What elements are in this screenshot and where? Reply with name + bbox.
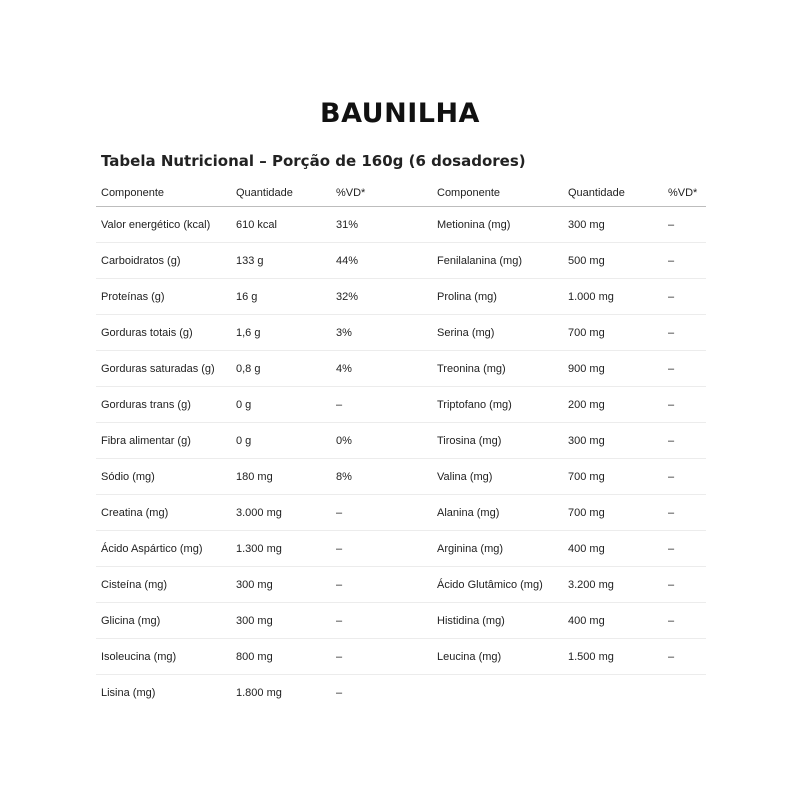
right-quantidade-cell: 700 mg <box>563 495 663 531</box>
right-componente-cell: Leucina (mg) <box>432 639 563 675</box>
right-vd-cell <box>663 675 706 711</box>
table-row <box>96 243 706 279</box>
right-vd-cell: – <box>663 243 706 279</box>
left-quantidade-cell: 1,6 g <box>231 315 331 351</box>
table-row <box>96 351 706 387</box>
left-vd-cell: 0% <box>331 423 432 459</box>
right-vd-cell: – <box>663 279 706 315</box>
nutrition-table-container <box>96 180 706 710</box>
right-quantidade-cell: 1.500 mg <box>563 639 663 675</box>
right-componente-cell: Histidina (mg) <box>432 603 563 639</box>
left-vd-cell: 44% <box>331 243 432 279</box>
right-vd-cell: – <box>663 423 706 459</box>
right-quantidade-cell <box>563 675 663 711</box>
right-quantidade-cell: 500 mg <box>563 243 663 279</box>
right-vd-cell: – <box>663 567 706 603</box>
right-quantidade-cell: 1.000 mg <box>563 279 663 315</box>
right-componente-cell: Arginina (mg) <box>432 531 563 567</box>
header-quantidade-right: Quantidade <box>563 180 663 207</box>
left-vd-cell: – <box>331 531 432 567</box>
left-quantidade-cell: 3.000 mg <box>231 495 331 531</box>
table-row <box>96 279 706 315</box>
table-row <box>96 387 706 423</box>
right-componente-cell: Treonina (mg) <box>432 351 563 387</box>
left-quantidade-cell: 0,8 g <box>231 351 331 387</box>
left-componente-cell: Lisina (mg) <box>101 686 156 699</box>
table-row <box>96 639 706 675</box>
right-componente-cell: Fenilalanina (mg) <box>432 243 563 279</box>
left-vd-cell: 3% <box>331 315 432 351</box>
table-subtitle: Tabela Nutricional – Porção de 160g (6 dosadores) <box>101 152 526 170</box>
right-quantidade-cell: 200 mg <box>563 387 663 423</box>
left-componente-cell: Fibra alimentar (g) <box>96 423 231 459</box>
left-vd-cell: – <box>331 495 432 531</box>
left-componente-cell: Ácido Aspártico (mg) <box>96 531 231 567</box>
left-componente-cell: Creatina (mg) <box>96 495 231 531</box>
left-vd-cell: – <box>331 567 432 603</box>
page-title: BAUNILHA <box>320 98 480 129</box>
right-quantidade-cell: 400 mg <box>563 531 663 567</box>
right-quantidade-cell: 400 mg <box>563 603 663 639</box>
right-vd-cell: – <box>663 459 706 495</box>
right-componente-cell: Metionina (mg) <box>432 207 563 243</box>
right-componente-cell: Alanina (mg) <box>432 495 563 531</box>
left-quantidade-cell: 133 g <box>231 243 331 279</box>
right-vd-cell: – <box>663 495 706 531</box>
table-row <box>96 423 706 459</box>
left-componente-cell: Glicina (mg) <box>96 603 231 639</box>
left-quantidade-cell: 0 g <box>231 387 331 423</box>
left-componente-cell: Cisteína (mg) <box>96 567 231 603</box>
right-componente-cell <box>432 675 563 711</box>
left-vd-cell: – <box>331 639 432 675</box>
table-row <box>96 567 706 603</box>
right-vd-cell: – <box>663 639 706 675</box>
right-vd-cell: – <box>663 315 706 351</box>
table-row <box>96 603 706 639</box>
header-componente-left: Componente <box>96 180 231 207</box>
left-vd-cell: 8% <box>331 459 432 495</box>
left-vd-cell: – <box>336 686 343 699</box>
left-quantidade-cell: 300 mg <box>231 567 331 603</box>
left-vd-cell: 31% <box>331 207 432 243</box>
left-componente-cell: Valor energético (kcal) <box>96 207 231 243</box>
right-vd-cell: – <box>663 603 706 639</box>
header-componente-right: Componente <box>432 180 563 207</box>
left-componente-cell: Proteínas (g) <box>96 279 231 315</box>
right-componente-cell: Valina (mg) <box>432 459 563 495</box>
table-body <box>96 207 706 711</box>
header-quantidade-left: Quantidade <box>231 180 331 207</box>
right-quantidade-cell: 900 mg <box>563 351 663 387</box>
table-row <box>96 315 706 351</box>
header-vd-left: %VD* <box>331 180 432 207</box>
left-componente-cell: Carboidratos (g) <box>96 243 231 279</box>
right-vd-cell: – <box>663 387 706 423</box>
table-row <box>96 459 706 495</box>
left-quantidade-cell: 1.300 mg <box>231 531 331 567</box>
right-quantidade-cell: 700 mg <box>563 459 663 495</box>
table-row <box>96 531 706 567</box>
right-quantidade-cell: 300 mg <box>563 207 663 243</box>
left-quantidade-cell: 16 g <box>231 279 331 315</box>
right-componente-cell: Tirosina (mg) <box>432 423 563 459</box>
left-componente-cell: Gorduras trans (g) <box>96 387 231 423</box>
right-componente-cell: Ácido Glutâmico (mg) <box>432 567 563 603</box>
left-vd-cell: 32% <box>331 279 432 315</box>
nutrition-table <box>96 180 706 710</box>
table-row <box>96 495 706 531</box>
left-componente-cell: Gorduras totais (g) <box>96 315 231 351</box>
table-row <box>96 207 706 243</box>
left-vd-cell: 4% <box>331 351 432 387</box>
right-vd-cell: – <box>663 351 706 387</box>
left-quantidade-cell: 1.800 mg <box>236 686 282 699</box>
left-quantidade-cell: 300 mg <box>231 603 331 639</box>
header-vd-right: %VD* <box>663 180 706 207</box>
left-quantidade-cell: 180 mg <box>231 459 331 495</box>
left-vd-cell: – <box>331 603 432 639</box>
right-componente-cell: Serina (mg) <box>432 315 563 351</box>
right-quantidade-cell: 700 mg <box>563 315 663 351</box>
right-vd-cell: – <box>663 207 706 243</box>
left-componente-cell: Sódio (mg) <box>96 459 231 495</box>
left-componente-cell: Gorduras saturadas (g) <box>96 351 231 387</box>
right-componente-cell: Prolina (mg) <box>432 279 563 315</box>
left-vd-cell: – <box>331 387 432 423</box>
left-quantidade-cell: 0 g <box>231 423 331 459</box>
table-row <box>96 675 706 711</box>
right-quantidade-cell: 3.200 mg <box>563 567 663 603</box>
table-header-row <box>96 180 706 207</box>
right-vd-cell: – <box>663 531 706 567</box>
right-quantidade-cell: 300 mg <box>563 423 663 459</box>
left-quantidade-cell: 800 mg <box>231 639 331 675</box>
left-quantidade-cell: 610 kcal <box>231 207 331 243</box>
right-componente-cell: Triptofano (mg) <box>432 387 563 423</box>
left-componente-cell: Isoleucina (mg) <box>96 639 231 675</box>
